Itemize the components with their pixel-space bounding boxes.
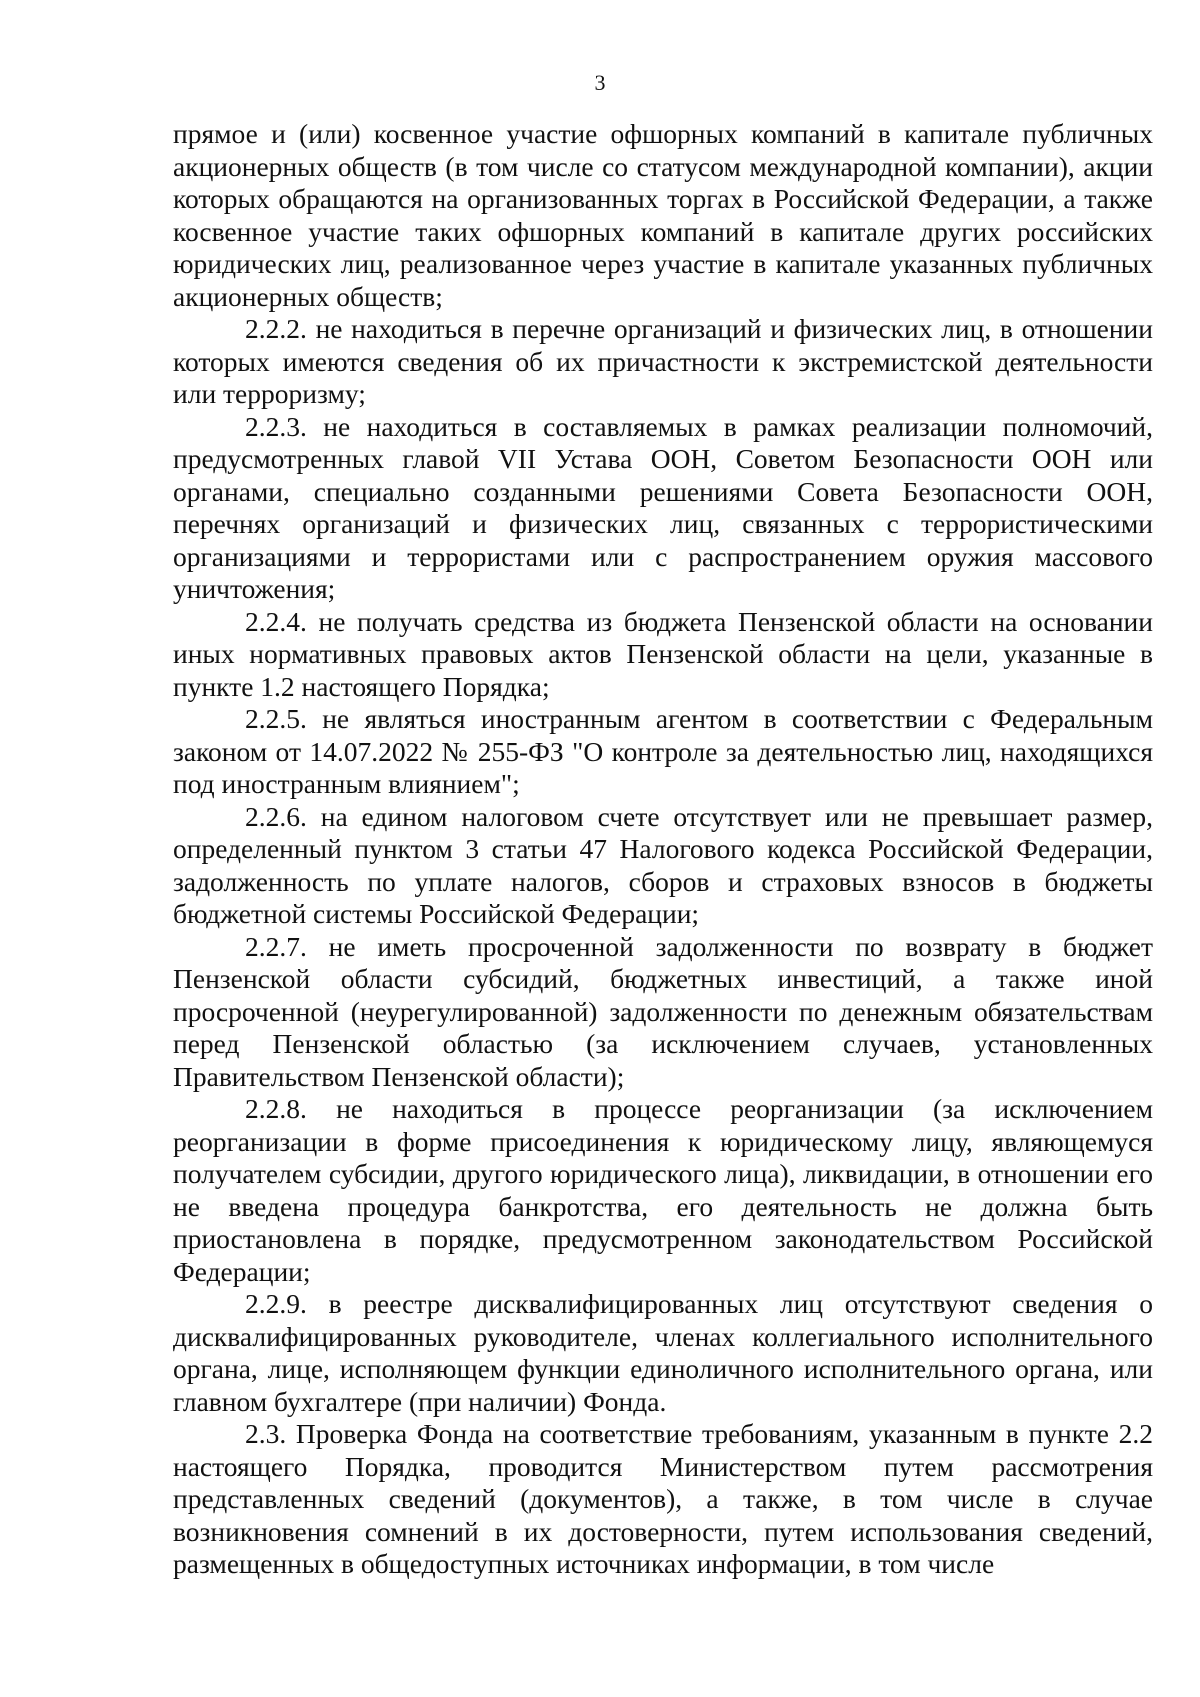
paragraph-2-3: 2.3. Проверка Фонда на соответствие требованиям, указанным в пункте 2.2 настоящего Порядка, проводится Министерством путем рассмотрения представленных сведений (документов), а также, в том числе в случае возникновения сомнений в их достоверности, путем использования сведений, размещенных в общедоступных источниках информации, в том числе (173, 1418, 1153, 1579)
paragraph-2-2-6: 2.2.6. на едином налоговом счете отсутствует или не превышает размер, определенный пунктом 3 статьи 47 Налогового кодекса Российской Федерации, задолженность по уплате налогов, сборов и страховых взносов в бюджеты бюджетной системы Российской Федерации; (173, 800, 1153, 929)
paragraph-2-2-8: 2.2.8. не находиться в процессе реорганизации (за исключением реорганизации в форме присоединения к юридическому лицу, являющемуся получателем субсидии, другого юридического лица), ликвидации, в отношении его не введена процедура банкротства, его деятельность не должна быть приостановлена в порядке, предусмотренном законодательством Российской Федерации; (173, 1093, 1153, 1287)
paragraph-offshore-participation: прямое и (или) косвенное участие офшорных компаний в капитале публичных акционерных обществ (в том числе со статусом международной компании), акции которых обращаются на организованных торгах в Российской Федерации, а также косвенное участие таких офшорных компаний в капитале других российских юридических лиц, реализованное через участие в капитале указанных публичных акционерных обществ; (173, 118, 1153, 312)
paragraph-2-2-3: 2.2.3. не находиться в составляемых в рамках реализации полномочий, предусмотренных главой VII Устава ООН, Советом Безопасности ООН или органами, специально созданными решениями Совета Безопасности ООН, перечнях организаций и физических лиц, связанных с террористическими организациями и террористами или с распространением оружия массового уничтожения; (173, 410, 1153, 604)
paragraph-2-2-7: 2.2.7. не иметь просроченной задолженности по возврату в бюджет Пензенской области субсидий, бюджетных инвестиций, а также иной просроченной (неурегулированной) задолженности по денежным обязательствам перед Пензенской областью (за исключением случаев, установленных Правительством Пензенской области); (173, 930, 1153, 1092)
paragraph-2-2-9: 2.2.9. в реестре дисквалифицированных лиц отсутствуют сведения о дисквалифицированных руководителе, членах коллегиального исполнительного органа, лице, исполняющем функции единоличного исполнительного органа, или главном бухгалтере (при наличии) Фонда. (173, 1288, 1153, 1417)
page-number: 3 (594, 70, 606, 95)
paragraph-2-2-4: 2.2.4. не получать средства из бюджета Пензенской области на основании иных нормативных правовых актов Пензенской области на цели, указанные в пункте 1.2 настоящего Порядка; (173, 605, 1153, 702)
document-body (173, 118, 1153, 1581)
paragraph-2-2-2: 2.2.2. не находиться в перечне организаций и физических лиц, в отношении которых имеются сведения об их причастности к экстремистской деятельности или терроризму; (173, 313, 1153, 409)
paragraph-2-2-5: 2.2.5. не являться иностранным агентом в соответствии с Федеральным законом от 14.07.2022 № 255-ФЗ "О контроле за деятельностью лиц, находящихся под иностранным влиянием"; (173, 703, 1153, 799)
